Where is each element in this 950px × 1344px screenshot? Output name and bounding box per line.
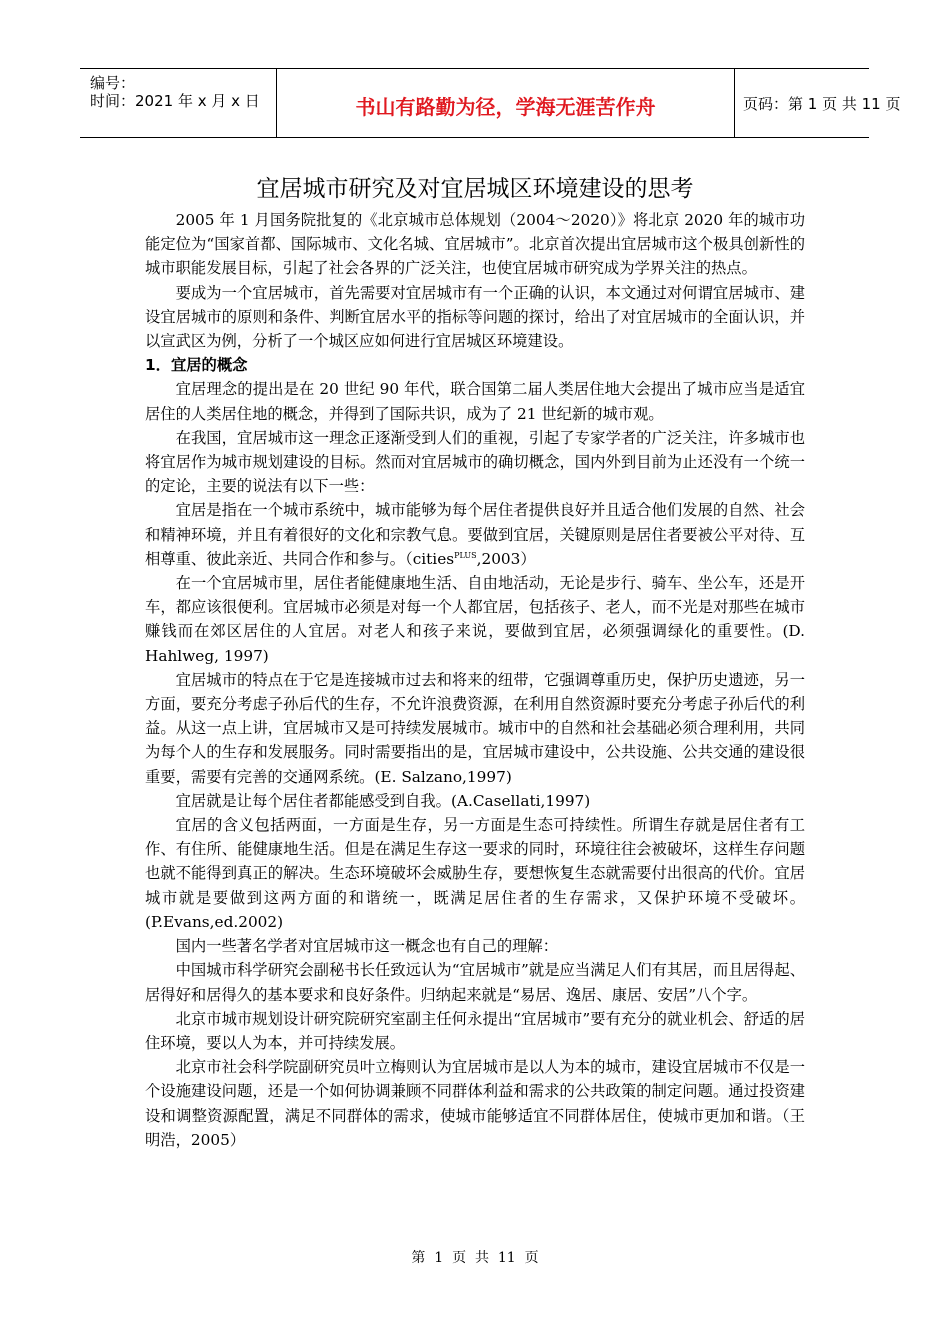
paragraph: 在我国，宜居城市这一理念正逐渐受到人们的重视，引起了专家学者的广泛关注，许多城市也将宜居作为城市规划建设的目标。然而对宜居城市的确切概念，国内外到目前为止还没有一个统一的定论，主要的说法有以下一些： (145, 428, 805, 496)
document-title: 宜居城市研究及对宜居城区环境建设的思考 (256, 176, 694, 202)
page-footer: 第 1 页 共 11 页 (411, 1250, 539, 1266)
paragraph: 宜居就是让每个居住者都能感受到自我。(A.Casellati,1997) (175, 791, 591, 810)
section-heading: 1．宜居的概念 (145, 356, 248, 375)
paragraph: 2005 年 1 月国务院批复的《北京城市总体规划（2004～2020）》将北京 2020 年的城市功能定位为“国家首都、国际城市、文化名城、宜居城市”。北京首次提出宜居城市这个极具创新性的城市职能发展目标，引起了社会各界的广泛关注，也使宜居城市研究成为学界关注的热点。 (145, 211, 805, 278)
paragraph: 宜居理念的提出是在 20 世纪 90 年代，联合国第二届人类居住地大会提出了城市应当是适宜居住的人类居住地的概念，并得到了国际共识，成为了 21 世纪新的城市观。 (145, 380, 805, 423)
paragraph: 北京市社会科学院副研究员叶立梅则认为宜居城市是以人为本的城市，建设宜居城市不仅是一个设施建设问题，还是一个如何协调兼顾不同群体利益和需求的公共政策的制定问题。通过投资建设和调整资源配置，满足不同群体的需求，使城市能够适宜不同群体居住，使城市更加和谐。（王明浩，2005） (145, 1058, 805, 1149)
page-info: 页码：第 1 页 共 11 页 (743, 95, 901, 113)
paragraph: 北京市城市规划设计研究院研究室副主任何永提出“宜居城市”要有充分的就业机会、舒适的居住环境，要以人为本，并可持续发展。 (145, 1009, 805, 1052)
citation-tail: ,2003） (476, 549, 536, 568)
date-label: 时间：2021 年 x 月 x 日 (90, 92, 260, 110)
paragraph: 要成为一个宜居城市，首先需要对宜居城市有一个正确的认识，本文通过对何谓宜居城市、建设宜居城市的原则和条件、判断宜居水平的指标等问题的探讨，给出了对宜居城市的全面认识，并以宣武区为例，分析了一个城区应如何进行宜居城区环境建设。 (145, 283, 805, 351)
paragraph: 在一个宜居城市里，居住者能健康地生活、自由地活动，无论是步行、骑车、坐公车，还是开车，都应该很便利。宜居城市必须是对每一个人都宜居，包括孩子、老人，而不光是对那些在城市赚钱而在郊区居住的人宜居。对老人和孩子来说，要做到宜居，必须强调绿化的重要性。(D. Hahlweg, 1997) (145, 574, 805, 665)
paragraph-with-citation (145, 498, 805, 571)
citation-superscript: PLUS (454, 550, 477, 560)
header-table (80, 68, 901, 138)
paragraph: 宜居的含义包括两面，一方面是生存，另一方面是生态可持续性。所谓生存就是居住者有工作、有住所、能健康地生活。但是在满足生存这一要求的同时，环境往往会被破坏，这样生存问题也就不能得到真正的解决。生态环境破坏会威胁生存，要想恢复生态就需要付出很高的代价。宜居城市就是要做到这两方面的和谐统一，既满足居住者的生存需求，又保护环境不受破坏。(P.Evans,ed.2002) (145, 816, 805, 931)
number-label: 编号： (90, 74, 136, 92)
citation-text: 宜居是指在一个城市系统中，城市能够为每个居住者提供良好并且适合他们发展的自然、社会和精神环境，并且有着很好的文化和宗教气息。要做到宜居，关键原则是居住者要被公平对待、互相尊重、彼此亲近、共同合作和参与。（cities (145, 501, 805, 568)
paragraph: 宜居城市的特点在于它是连接城市过去和将来的纽带，它强调尊重历史，保护历史遗迹，另一方面，要充分考虑子孙后代的生存，不允许浪费资源，在利用自然资源时要充分考虑子孙后代的利益。从这一点上讲，宜居城市又是可持续发展城市。城市中的自然和社会基础必须合理利用，共同为每个人的生存和发展服务。同时需要指出的是，宜居城市建设中，公共设施、公共交通的建设很重要，需要有完善的交通网系统。(E. Salzano,1997) (145, 670, 805, 786)
paragraph: 中国城市科学研究会副秘书长任致远认为“宜居城市”就是应当满足人们有其居，而且居得起、居得好和居得久的基本要求和良好条件。归纳起来就是“易居、逸居、康居、安居”八个字。 (145, 961, 805, 1004)
document-body (145, 208, 805, 1152)
header-right-cell (735, 69, 901, 137)
paragraph: 国内一些著名学者对宜居城市这一概念也有自己的理解： (175, 937, 559, 956)
header-left-cell (80, 69, 277, 137)
header-center-cell (277, 69, 735, 137)
motto: 书山有路勤为径，学海无涯苦作舟 (355, 95, 656, 119)
